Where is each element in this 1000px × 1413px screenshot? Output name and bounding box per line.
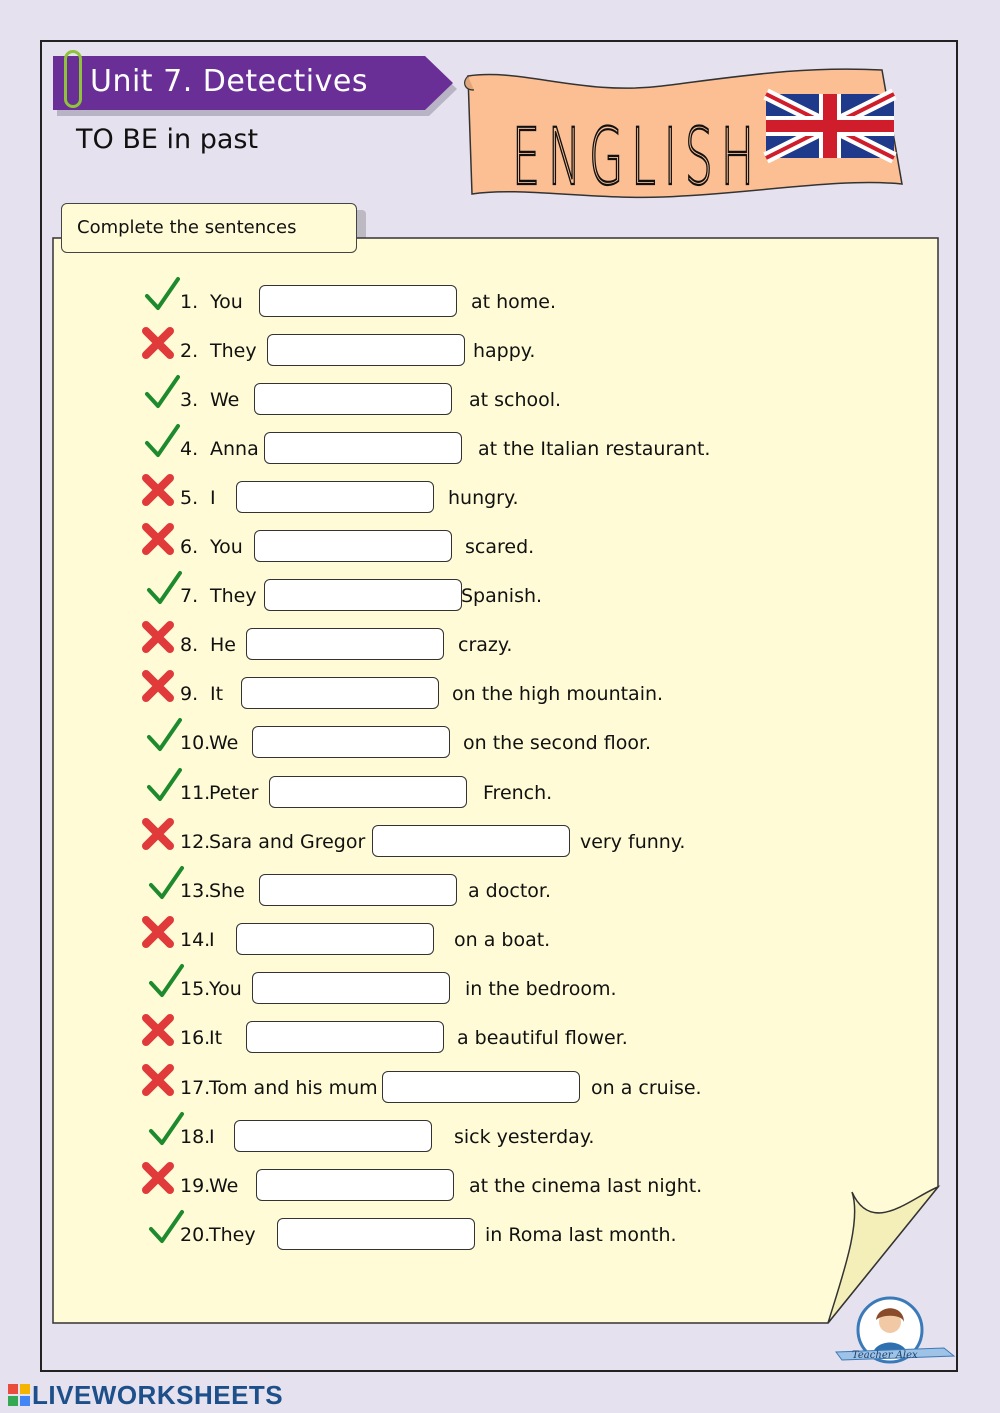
sentence-subject: Anna [210, 438, 259, 460]
sentence-subject: Sara and Gregor [209, 831, 366, 853]
answer-input[interactable] [254, 530, 452, 562]
sentence-ending: on the high mountain. [452, 683, 664, 705]
cross-icon [140, 1012, 176, 1048]
sentence-subject: Peter [209, 782, 259, 804]
sentence-subject: You [209, 978, 242, 1000]
sentence-ending: at the cinema last night. [469, 1175, 703, 1197]
sentence-number: 9. [180, 683, 199, 705]
sentence-number: 15. [180, 978, 211, 1000]
sentence-ending: sick yesterday. [454, 1126, 595, 1148]
liveworksheets-logo[interactable]: LIVEWORKSHEETS [32, 1380, 284, 1410]
english-banner-word: ENGLISH [512, 113, 762, 203]
sentence-number: 13. [180, 880, 211, 902]
answer-input[interactable] [256, 1169, 454, 1201]
check-icon [146, 767, 182, 803]
sentence-number: 12. [180, 831, 211, 853]
avatar-caption: Teacher Alex [852, 1350, 918, 1361]
sentence-ending: very funny. [580, 831, 686, 853]
sentence-ending: at home. [471, 291, 557, 313]
answer-input[interactable] [252, 726, 450, 758]
sentence-ending: on a cruise. [591, 1077, 702, 1099]
sentence-subject: We [209, 1175, 239, 1197]
sentence-ending: hungry. [448, 487, 519, 509]
sentence-ending: at school. [469, 389, 562, 411]
check-icon [146, 570, 182, 606]
english-banner [462, 56, 912, 206]
sentence-ending: in Roma last month. [485, 1224, 677, 1246]
answer-input[interactable] [246, 1021, 444, 1053]
sentence-subject: She [209, 880, 245, 902]
answer-input[interactable] [267, 334, 465, 366]
sentence-subject: Tom and his mum [209, 1077, 378, 1099]
unit-title: Unit 7. Detectives [90, 64, 368, 99]
cross-icon [140, 619, 176, 655]
sentence-ending: crazy. [458, 634, 513, 656]
sentence-subject: It [209, 1027, 223, 1049]
sentence-subject: We [210, 389, 240, 411]
check-icon [148, 963, 184, 999]
teacher-avatar [832, 1296, 958, 1368]
sentence-ending: Spanish. [461, 585, 543, 607]
sentence-number: 3. [180, 389, 199, 411]
check-icon [144, 374, 180, 410]
sentence-number: 6. [180, 536, 199, 558]
answer-input[interactable] [264, 432, 462, 464]
answer-input[interactable] [236, 481, 434, 513]
answer-input[interactable] [254, 383, 452, 415]
uk-flag-icon [766, 94, 894, 158]
sentence-ending: a beautiful flower. [457, 1027, 628, 1049]
sentence-subject: He [210, 634, 236, 656]
answer-input[interactable] [246, 628, 444, 660]
check-icon [148, 865, 184, 901]
answer-input[interactable] [264, 579, 462, 611]
sentence-subject: They [209, 1224, 256, 1246]
cross-icon [140, 668, 176, 704]
sentence-subject: They [210, 340, 257, 362]
sentence-number: 10. [180, 732, 211, 754]
answer-input[interactable] [269, 776, 467, 808]
sentence-number: 1. [180, 291, 199, 313]
sentence-ending: on a boat. [454, 929, 551, 951]
check-icon [144, 276, 180, 312]
sentence-ending: happy. [473, 340, 536, 362]
cross-icon [140, 1062, 176, 1098]
sentence-number: 5. [180, 487, 199, 509]
sentence-number: 14. [180, 929, 211, 951]
answer-input[interactable] [372, 825, 570, 857]
sentence-ending: at the Italian restaurant. [478, 438, 711, 460]
answer-input[interactable] [259, 874, 457, 906]
liveworksheets-logo-icon [8, 1384, 30, 1406]
page-subtitle: TO BE in past [76, 124, 259, 155]
sentence-ending: in the bedroom. [465, 978, 617, 1000]
sentence-subject: We [209, 732, 239, 754]
sentence-number: 17. [180, 1077, 211, 1099]
sentence-ending: scared. [465, 536, 535, 558]
instruction-label: Complete the sentences [61, 203, 357, 253]
paperclip-icon [64, 50, 82, 108]
answer-input[interactable] [241, 677, 439, 709]
sentence-number: 2. [180, 340, 199, 362]
cross-icon [140, 816, 176, 852]
sentence-number: 18. [180, 1126, 211, 1148]
sentence-ending: on the second floor. [463, 732, 652, 754]
sentence-subject: They [210, 585, 257, 607]
sentence-subject: You [210, 536, 243, 558]
sentence-number: 7. [180, 585, 199, 607]
sentence-ending: French. [483, 782, 553, 804]
sentence-subject: It [210, 683, 224, 705]
cross-icon [140, 914, 176, 950]
sentence-number: 4. [180, 438, 199, 460]
answer-input[interactable] [252, 972, 450, 1004]
sentence-number: 11. [180, 782, 211, 804]
cross-icon [140, 521, 176, 557]
check-icon [148, 1209, 184, 1245]
check-icon [144, 423, 180, 459]
sentence-ending: a doctor. [468, 880, 551, 902]
sentence-number: 16. [180, 1027, 211, 1049]
answer-input[interactable] [277, 1218, 475, 1250]
sentence-number: 20. [180, 1224, 211, 1246]
answer-input[interactable] [382, 1071, 580, 1103]
answer-input[interactable] [236, 923, 434, 955]
cross-icon [140, 325, 176, 361]
sentence-subject: I [209, 929, 215, 951]
cross-icon [140, 472, 176, 508]
answer-input[interactable] [234, 1120, 432, 1152]
cross-icon [140, 1160, 176, 1196]
check-icon [146, 717, 182, 753]
sentence-subject: I [210, 487, 216, 509]
sentence-subject: You [210, 291, 243, 313]
sentence-subject: I [209, 1126, 215, 1148]
sentence-number: 19. [180, 1175, 211, 1197]
sentence-number: 8. [180, 634, 199, 656]
answer-input[interactable] [259, 285, 457, 317]
check-icon [148, 1111, 184, 1147]
